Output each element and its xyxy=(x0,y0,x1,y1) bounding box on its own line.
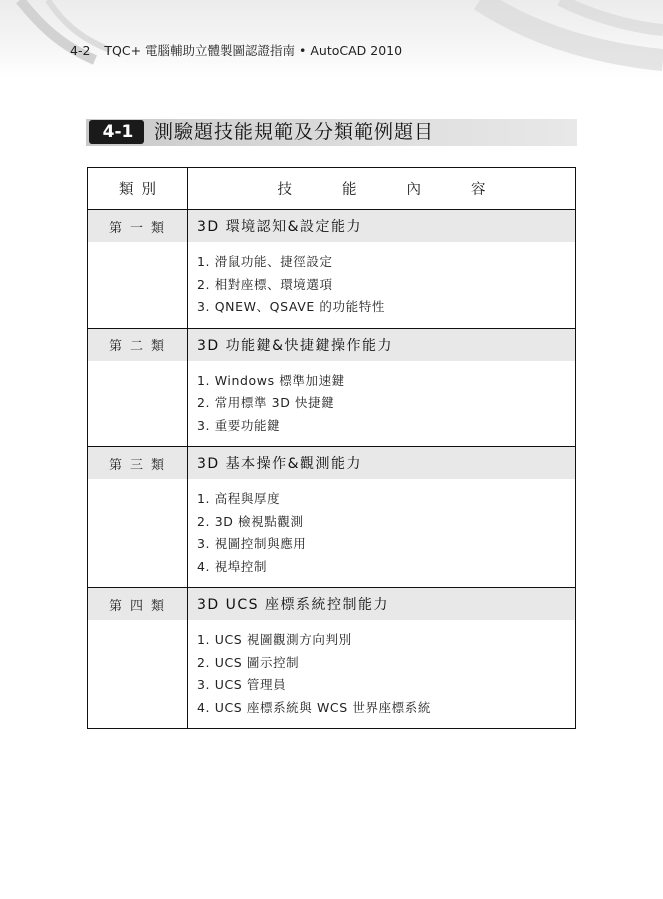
header-decoration xyxy=(0,0,663,78)
group-title: 3D 功能鍵&快捷鍵操作能力 xyxy=(188,328,576,361)
group-row xyxy=(88,210,576,243)
header-content: 技能內容 xyxy=(188,168,576,210)
list-item: 2. 3D 檢視點觀測 xyxy=(197,513,304,529)
group-title: 3D UCS 座標系統控制能力 xyxy=(188,588,576,621)
group-title: 3D 環境認知&設定能力 xyxy=(188,210,576,243)
header-category: 類別 xyxy=(88,168,188,210)
group-row xyxy=(88,588,576,621)
list-item: 1. Windows 標準加速鍵 xyxy=(197,372,345,388)
list-item: 3. QNEW、QSAVE 的功能特性 xyxy=(197,299,385,314)
list-item: 1. 滑鼠功能、捷徑設定 xyxy=(197,254,333,269)
list-item: 1. 高程與厚度 xyxy=(197,491,281,506)
category-label: 第一類 xyxy=(88,210,188,243)
book-title: TQC+ 電腦輔助立體製圖認證指南 • AutoCAD 2010 xyxy=(104,43,403,58)
skills-table xyxy=(87,167,576,729)
list-item: 3. UCS 管理員 xyxy=(197,677,287,692)
list-item: 2. 常用標準 3D 快捷鍵 xyxy=(197,395,335,410)
category-label: 第四類 xyxy=(88,588,188,621)
group-items-row xyxy=(88,242,576,328)
table-header-row xyxy=(88,168,576,210)
items-list xyxy=(188,242,576,328)
list-item: 3. 重要功能鍵 xyxy=(197,417,281,433)
section-title: 測驗題技能規範及分類範例題目 xyxy=(154,121,435,143)
list-item: 4. 視埠控制 xyxy=(197,558,268,574)
list-item: 3. 視圖控制與應用 xyxy=(197,536,307,551)
page-number: 4-2 xyxy=(70,43,91,58)
list-item: 2. 相對座標、環境選項 xyxy=(197,276,333,292)
items-list xyxy=(188,620,576,729)
items-list xyxy=(188,479,576,588)
group-items-row xyxy=(88,361,576,447)
section-number-badge: 4-1 xyxy=(92,120,144,144)
list-item: 4. UCS 座標系統與 WCS 世界座標系統 xyxy=(197,699,431,715)
group-items-row xyxy=(88,479,576,588)
items-list xyxy=(188,361,576,447)
category-label: 第二類 xyxy=(88,328,188,361)
running-header xyxy=(70,41,402,59)
list-item: 1. UCS 視圖觀測方向判別 xyxy=(197,632,352,647)
group-row xyxy=(88,328,576,361)
group-row xyxy=(88,447,576,480)
category-label: 第三類 xyxy=(88,447,188,480)
group-items-row xyxy=(88,620,576,729)
list-item: 2. UCS 圖示控制 xyxy=(197,654,300,670)
group-title: 3D 基本操作&觀測能力 xyxy=(188,447,576,480)
